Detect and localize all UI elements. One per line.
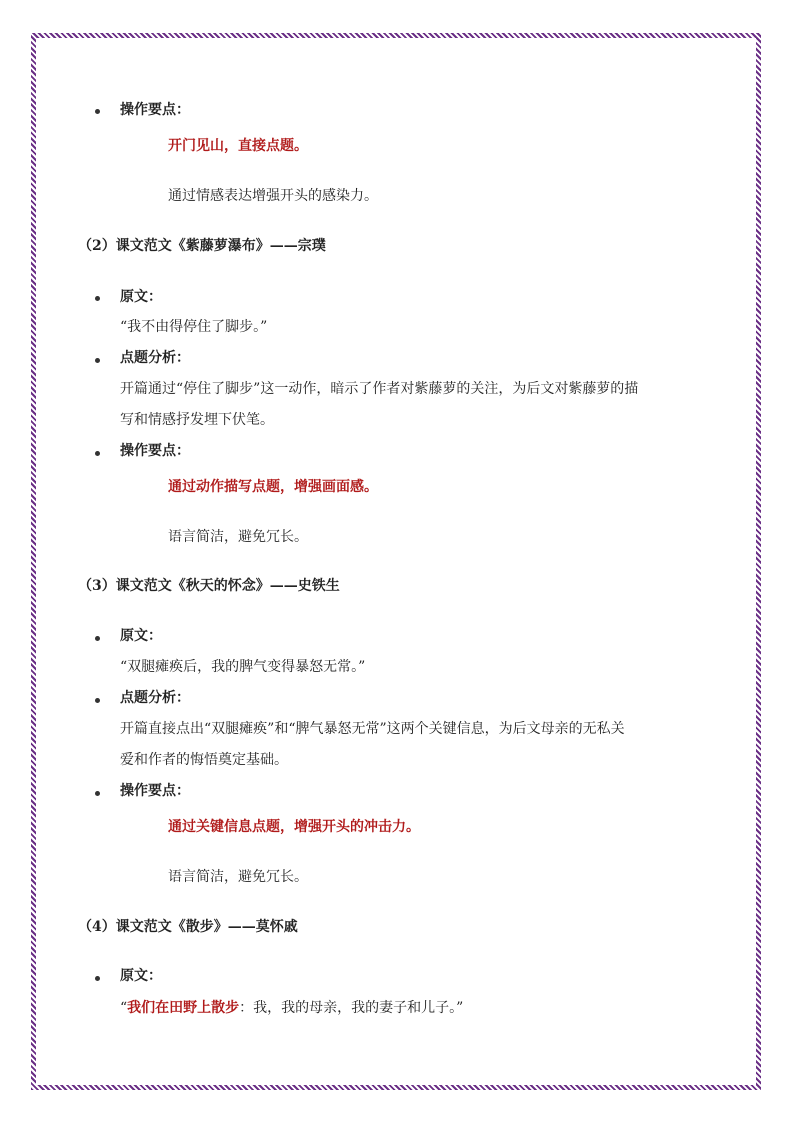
ops-note: 语言简洁，避免冗长。	[168, 869, 308, 885]
analysis-label: 点题分析：	[120, 350, 190, 366]
bullet-dot	[95, 791, 100, 796]
analysis-text: 开篇通过“停住了脚步”这一动作，暗示了作者对紫藤萝的关注，为后文对紫藤萝的描	[120, 381, 639, 397]
original-label: 原文：	[120, 968, 162, 984]
section-heading: （4）课文范文《散步》——莫怀戚	[78, 919, 298, 935]
bullet-dot	[95, 698, 100, 703]
analysis-text: 爱和作者的悔悟奠定基础。	[120, 752, 288, 768]
bullet-dot	[95, 296, 100, 301]
ops-label: 操作要点：	[120, 443, 190, 459]
ops-label: 操作要点：	[120, 783, 190, 799]
bullet-dot	[95, 976, 100, 981]
bullet-dot	[95, 451, 100, 456]
analysis-text: 写和情感抒发埋下伏笔。	[120, 412, 274, 428]
original-text: “双腿瘫痪后，我的脾气变得暴怒无常。”	[120, 659, 366, 675]
ops-highlight: 通过关键信息点题，增强开头的冲击力。	[168, 819, 420, 835]
ops-highlight: 开门见山，直接点题。	[168, 138, 308, 154]
quote-rest: ：我，我的母亲，我的妻子和儿子。”	[239, 1000, 464, 1016]
ops-label: 操作要点：	[120, 102, 190, 118]
original-label: 原文：	[120, 289, 162, 305]
quote-highlight: 我们在田野上散步	[127, 1000, 240, 1016]
bullet-dot	[95, 636, 100, 641]
ops-note: 通过情感表达增强开头的感染力。	[168, 188, 378, 204]
analysis-label: 点题分析：	[120, 690, 190, 706]
original-quote	[120, 998, 463, 1018]
quote-open-mark: “	[120, 1000, 128, 1016]
bullet-dot	[95, 358, 100, 363]
ops-highlight: 通过动作描写点题，增强画面感。	[168, 479, 378, 495]
section-heading: （2）课文范文《紫藤萝瀑布》——宗璞	[78, 238, 326, 254]
ops-note: 语言简洁，避免冗长。	[168, 529, 308, 545]
analysis-text: 开篇直接点出“双腿瘫痪”和“脾气暴怒无常”这两个关键信息，为后文母亲的无私关	[120, 721, 625, 737]
original-text: “我不由得停住了脚步。”	[120, 319, 268, 335]
original-label: 原文：	[120, 628, 162, 644]
section-heading: （3）课文范文《秋天的怀念》——史铁生	[78, 578, 340, 594]
bullet-dot	[95, 109, 100, 114]
